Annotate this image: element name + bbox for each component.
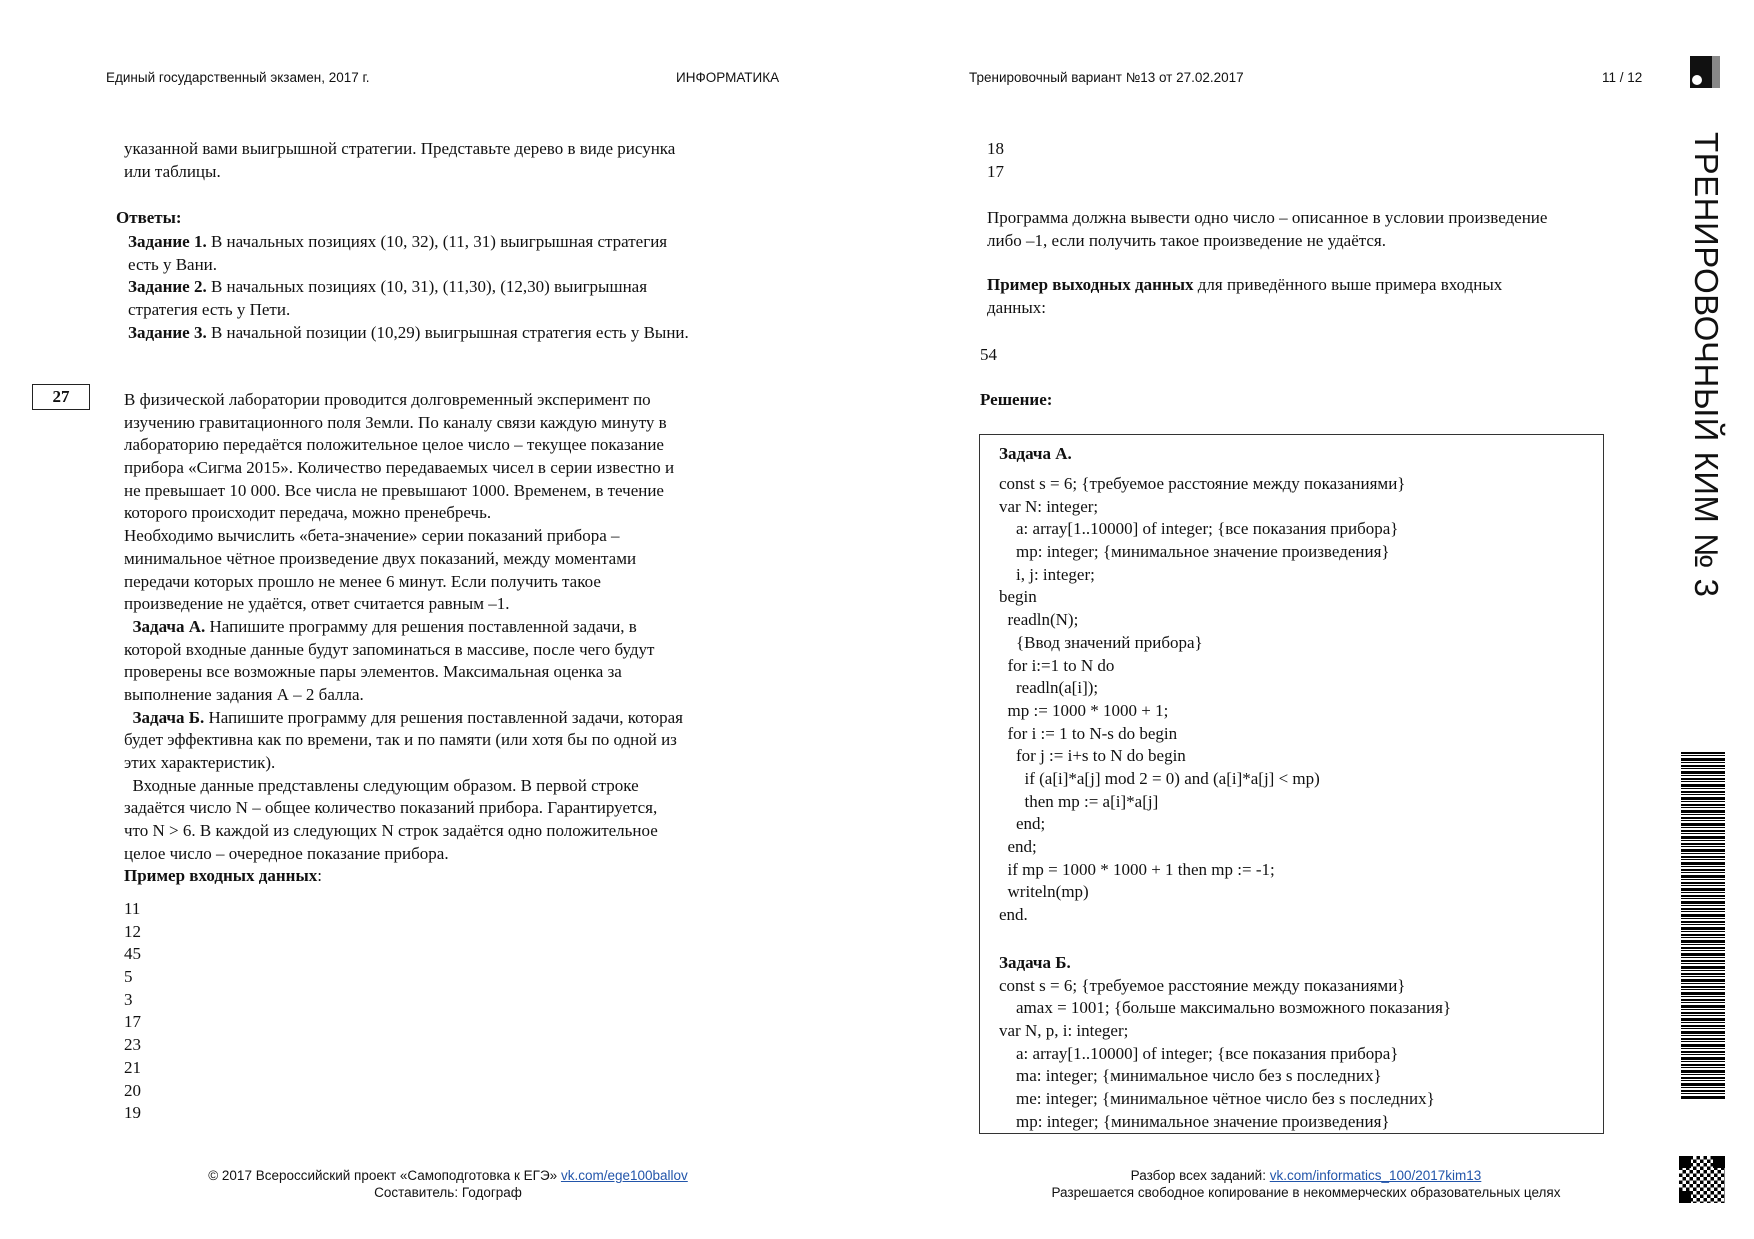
text-line (124, 639, 683, 662)
text-line (124, 865, 683, 888)
text-line (999, 632, 1405, 655)
line-text: me: integer; {минимальное чётное число без s последних} (999, 1089, 1435, 1109)
output-value: 54 (980, 345, 997, 364)
line-text: не превышает 10 000. Все числа не превышают 1000. Временем, в течение (124, 480, 664, 500)
text-line (999, 745, 1405, 768)
line-text: readln(N); (999, 610, 1079, 630)
page-number: 11 / 12 (1602, 70, 1643, 85)
output-description (987, 207, 1547, 252)
line-text: Напишите программу для решения поставленной задачи, которая (204, 707, 683, 727)
answers-list (128, 231, 689, 344)
text-line (999, 881, 1405, 904)
text-line (124, 480, 683, 503)
copyright-link[interactable]: vk.com/ege100ballov (560, 1168, 688, 1183)
text-line (124, 571, 683, 594)
text-line (124, 389, 683, 412)
bold-lead: Задача А. (124, 616, 206, 636)
line-text: данных: (987, 297, 1047, 317)
line-text: 17 (124, 1012, 141, 1032)
text-line (999, 1020, 1451, 1043)
bold-lead: Пример выходных данных (987, 275, 1194, 294)
line-text: for i:=1 to N do (999, 655, 1115, 675)
text-line (124, 548, 683, 571)
line-text: будет эффективна как по времени, так и по памяти (или хотя бы по одной из (124, 730, 677, 750)
text-line (128, 322, 689, 345)
line-text: 23 (124, 1035, 141, 1055)
line-text: readln(a[i]); (999, 678, 1099, 698)
line-text: передачи которых прошло не менее 6 минут. Если получить такое (124, 571, 601, 591)
answers-title: Ответы: (116, 208, 182, 227)
text-line (124, 752, 683, 775)
text-line (124, 898, 141, 921)
line-text: 18 (987, 139, 1004, 158)
intro-text (124, 138, 675, 183)
text-line (128, 276, 689, 299)
line-text: В начальных позициях (10, 31), (11,30), (12,30) выигрышная (206, 277, 648, 297)
text-line (124, 138, 675, 161)
line-text: then mp := a[i]*a[j] (999, 791, 1159, 811)
text-line (999, 904, 1405, 927)
text-line (124, 457, 683, 480)
line-text: for i := 1 to N-s do begin (999, 723, 1178, 743)
text-line (999, 1111, 1451, 1134)
text-line (124, 593, 683, 616)
sample-input (124, 898, 141, 1125)
text-line (124, 684, 683, 707)
line-text: Напишите программу для решения поставленной задачи, в (205, 616, 637, 636)
line-text: if mp = 1000 * 1000 + 1 then mp := -1; (999, 859, 1275, 879)
line-text: i, j: integer; (999, 564, 1095, 584)
line-text: a: array[1..10000] of integer; {все показания прибора} (999, 1043, 1399, 1063)
line-text: 45 (124, 944, 141, 964)
line-text: var N, p, i: integer; (999, 1021, 1129, 1041)
vertical-title-text: ТРЕНИРОВОЧНЫЙ КИМ № 3 (1688, 132, 1725, 598)
line-text: writeln(mp) (999, 882, 1089, 902)
footer-right (1006, 1167, 1606, 1201)
text-line (124, 1057, 141, 1080)
line-text: лабораторию передаётся положительное целое число – текущее показание (124, 435, 664, 455)
text-line (124, 1034, 141, 1057)
line-text: либо –1, если получить такое произведение не удаётся. (987, 230, 1387, 250)
code-task-a (999, 443, 1405, 927)
text-line (999, 997, 1451, 1020)
text-line (999, 677, 1405, 700)
text-line (124, 707, 683, 730)
line-text: которого происходит передача, можно пренебречь. (124, 503, 492, 523)
line-text: Программа должна вывести одно число – описанное в условии произведение (987, 208, 1548, 227)
line-text: end; (999, 814, 1046, 834)
header-variant: Тренировочный вариант №13 от 27.02.2017 (969, 70, 1244, 85)
text-line (999, 975, 1451, 998)
author-text: Составитель: Годограф (374, 1185, 522, 1200)
text-line (999, 518, 1405, 541)
text-line (999, 1043, 1451, 1066)
bold-lead: Задача А. (999, 444, 1072, 463)
header-exam: Единый государственный экзамен, 2017 г. (106, 70, 370, 85)
line-text: ma: integer; {минимальное число без s последних} (999, 1066, 1382, 1086)
text-line (124, 412, 683, 435)
code-task-b (999, 952, 1451, 1134)
text-line (999, 813, 1405, 836)
task-number-badge: 27 (32, 384, 90, 410)
line-text: : (317, 866, 322, 886)
text-line (124, 161, 675, 184)
footer-left (148, 1167, 748, 1201)
text-line (124, 502, 683, 525)
text-line (999, 655, 1405, 678)
header-subject: ИНФОРМАТИКА (676, 70, 780, 85)
line-text: В начальных позициях (10, 32), (11, 31) выигрышная стратегия (206, 232, 668, 251)
barcode-icon (1681, 752, 1725, 1100)
line-text: a: array[1..10000] of integer; {все показания прибора} (999, 519, 1399, 539)
text-line (124, 1102, 141, 1125)
analysis-link[interactable]: vk.com/informatics_100/2017kim13 (1269, 1168, 1482, 1183)
text-line (124, 921, 141, 944)
license-text: Разрешается свободное копирование в некоммерческих образовательных целях (1051, 1185, 1561, 1200)
line-text: что N > 6. В каждой из следующих N строк задаётся одно положительное (124, 821, 658, 841)
text-line (999, 1065, 1451, 1088)
text-line (124, 729, 683, 752)
line-text: целое число – очередное показание прибора. (124, 843, 449, 863)
line-text: произведение не удаётся, ответ считается равным –1. (124, 594, 510, 614)
text-line (999, 768, 1405, 791)
text-line (999, 541, 1405, 564)
line-text: минимальное чётное произведение двух показаний, между моментами (124, 548, 637, 568)
text-line (999, 473, 1405, 496)
text-line (124, 943, 141, 966)
text-line (999, 700, 1405, 723)
line-text: этих характеристик). (124, 753, 276, 772)
line-text: выполнение задания А – 2 балла. (124, 684, 364, 704)
text-line (124, 966, 141, 989)
text-line (999, 791, 1405, 814)
line-text: if (a[i]*a[j] mod 2 = 0) and (a[i]*a[j] < mp) (999, 768, 1320, 788)
text-line (999, 443, 1405, 473)
line-text: есть у Вани. (128, 254, 218, 274)
line-text: указанной вами выигрышной стратегии. Представьте дерево в виде рисунка (124, 139, 676, 158)
text-line (987, 274, 1502, 297)
line-text: 3 (124, 989, 133, 1009)
text-line (124, 616, 683, 639)
line-text: 21 (124, 1057, 141, 1077)
text-line (124, 525, 683, 548)
text-line (999, 836, 1405, 859)
line-text: 19 (124, 1103, 141, 1123)
text-line (999, 496, 1405, 519)
text-line (987, 207, 1547, 230)
line-text: изучению гравитационного поля Земли. По каналу связи каждую минуту в (124, 412, 667, 432)
vertical-title (1682, 132, 1730, 622)
line-text: const s = 6; {требуемое расстояние между показаниями} (999, 474, 1406, 493)
copyright-text: © 2017 Всероссийский проект «Самоподготовка к ЕГЭ» (208, 1168, 561, 1183)
line-text: end. (999, 905, 1028, 925)
bold-lead: Пример входных данных (124, 866, 318, 886)
line-text: amax = 1001; {больше максимально возможного показания} (999, 998, 1452, 1018)
line-text: задаётся число N – общее количество показаний прибора. Гарантируется, (124, 798, 658, 818)
line-text: В начальной позиции (10,29) выигрышная стратегия есть у Выни. (206, 322, 689, 342)
text-line (999, 1088, 1451, 1111)
analysis-text: Разбор всех заданий: (1130, 1168, 1270, 1183)
line-text: или таблицы. (124, 161, 221, 181)
text-line (124, 820, 683, 843)
line-text: 12 (124, 921, 141, 941)
text-line (128, 231, 689, 254)
text-line (128, 299, 689, 322)
line-text: Входные данные представлены следующим образом. В первой строке (124, 775, 639, 795)
text-line (124, 1080, 141, 1103)
line-text: прибора «Сигма 2015». Количество передаваемых чисел в серии известно и (124, 458, 675, 478)
line-text: mp := 1000 * 1000 + 1; (999, 700, 1169, 720)
text-line (124, 1011, 141, 1034)
text-line (987, 138, 1004, 161)
bold-lead: Задача Б. (124, 707, 205, 727)
line-text: 11 (124, 899, 141, 918)
text-line (999, 609, 1405, 632)
line-text: 5 (124, 967, 133, 987)
solution-title: Решение: (980, 390, 1053, 409)
line-text: const s = 6; {требуемое расстояние между показаниями} (999, 975, 1406, 995)
line-text: {Ввод значений прибора} (999, 632, 1203, 652)
sample-input-tail (987, 138, 1004, 183)
line-text: В физической лаборатории проводится долговременный эксперимент по (124, 390, 651, 409)
bold-lead: Задание 3. (128, 322, 207, 342)
line-text: for j := i+s to N do begin (999, 746, 1186, 766)
text-line (999, 564, 1405, 587)
line-text: mp: integer; {минимальное значение произведения} (999, 1111, 1390, 1131)
text-line (999, 952, 1451, 975)
text-line (987, 297, 1502, 320)
bold-lead: Задание 1. (128, 232, 207, 251)
line-text: стратегия есть у Пети. (128, 300, 291, 320)
text-line (999, 859, 1405, 882)
line-text: var N: integer; (999, 496, 1099, 516)
line-text: Необходимо вычислить «бета-значение» серии показаний прибора – (124, 526, 620, 546)
text-line (124, 661, 683, 684)
line-text: которой входные данные будут запоминаться в массиве, после чего будут (124, 639, 655, 659)
line-text: 17 (987, 161, 1004, 181)
line-text: 20 (124, 1080, 141, 1100)
line-text: проверены все возможные пары элементов. Максимальная оценка за (124, 662, 622, 682)
bold-lead: Задание 2. (128, 277, 207, 297)
qr-code-icon (1679, 1156, 1725, 1203)
text-line (124, 775, 683, 798)
text-line (128, 254, 689, 277)
text-line (124, 989, 141, 1012)
line-text: mp: integer; {минимальное значение произведения} (999, 542, 1390, 562)
line-text: end; (999, 837, 1037, 856)
bold-lead: Задача Б. (999, 953, 1071, 972)
line-text: для приведённого выше примера входных (1193, 275, 1503, 294)
text-line (987, 161, 1004, 184)
text-line (124, 434, 683, 457)
text-line (999, 586, 1405, 609)
output-example-title (987, 274, 1502, 319)
text-line (999, 723, 1405, 746)
task-statement (124, 389, 683, 888)
line-text: begin (999, 587, 1037, 607)
text-line (124, 843, 683, 866)
text-line (124, 797, 683, 820)
text-line (987, 230, 1547, 253)
logo-icon (1690, 56, 1720, 88)
